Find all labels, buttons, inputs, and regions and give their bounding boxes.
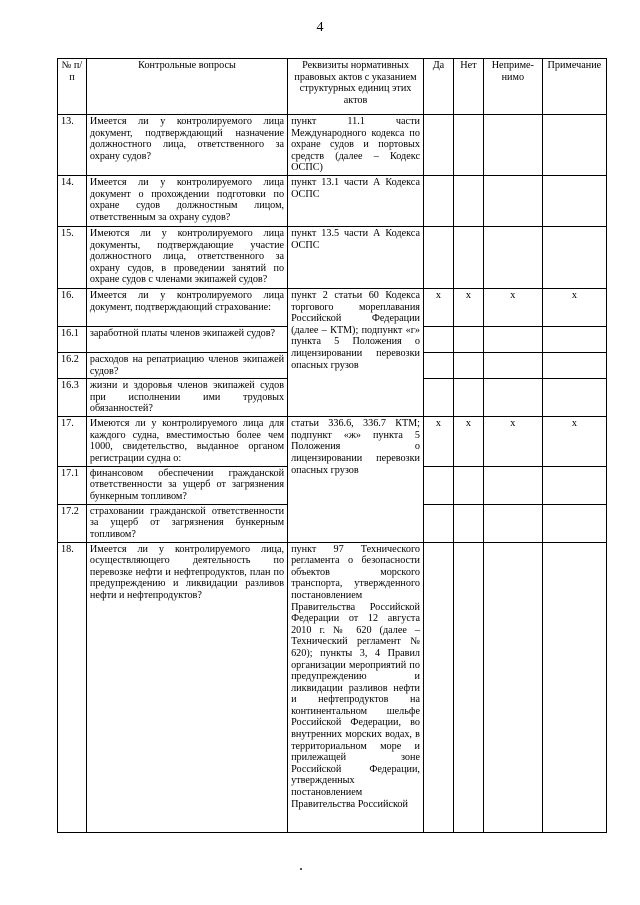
table-row: [58, 115, 607, 176]
answer-no-cell[interactable]: [453, 176, 483, 227]
answer-no-cell[interactable]: [453, 466, 483, 504]
row-number: 15.: [58, 227, 87, 289]
row-number: 17.: [58, 417, 87, 466]
answer-na-cell[interactable]: [483, 504, 542, 542]
answer-yes-cell[interactable]: [423, 176, 453, 227]
table-header-row: [58, 59, 607, 115]
answer-na-cell[interactable]: [483, 542, 542, 832]
answer-na-cell[interactable]: [483, 466, 542, 504]
row-question: Имеются ли у контролируемого лица для каждого судна, вместимостью более чем 1000, свидетельство, выданное органом регистрации судна о:: [86, 417, 287, 466]
row-question: расходов на репатриацию членов экипажей судов?: [86, 353, 287, 379]
row-question: жизни и здоровья членов экипажей судов при исполнении ими трудовых обязанностей?: [86, 379, 287, 417]
row-question: Имеется ли у контролируемого лица документ, подтверждающий страхование:: [86, 289, 287, 327]
row-number: 16.: [58, 289, 87, 327]
answer-yes-cell[interactable]: [423, 542, 453, 832]
note-cell: x: [542, 289, 606, 327]
row-question: заработной платы членов экипажей судов?: [86, 327, 287, 353]
note-cell: x: [542, 417, 606, 466]
row-number: 18.: [58, 542, 87, 832]
answer-na-cell[interactable]: [483, 353, 542, 379]
note-cell[interactable]: [542, 379, 606, 417]
answer-yes-cell[interactable]: [423, 466, 453, 504]
answer-yes-cell: x: [423, 289, 453, 327]
note-cell[interactable]: [542, 327, 606, 353]
row-number: 16.1: [58, 327, 87, 353]
header-question: Контрольные вопросы: [86, 59, 287, 115]
answer-yes-cell[interactable]: [423, 227, 453, 289]
row-reference: пункт 97 Технического регламента о безопасности объектов морского транспорта, утвержденного постановлением Правительства Российской Федерации от 12 августа 2010 г. № 620 (далее – Технический регламент № 620); пункты 3, 4 Правил организации мероприятий по предупреждению и ликвидации разливов нефти и нефтепродуктов на континентальном шельфе Российской Федерации, во внутренних морских водах, в территориальном море и прилежащей зоне Российской Федерации, утвержденных постановлением Правительства Российской: [288, 542, 424, 832]
row-question: страховании гражданской ответственности за ущерб от загрязнения бункерным топливом?: [86, 504, 287, 542]
row-question: Имеется ли у контролируемого лица документ о прохождении подготовки по охране судов должностным лицом, ответственным за охрану судов?: [86, 176, 287, 227]
note-cell[interactable]: [542, 227, 606, 289]
header-yes: Да: [423, 59, 453, 115]
row-question: Имеется ли у контролируемого лица документ, подтверждающий назначение должностного лица, ответственного за охрану судов?: [86, 115, 287, 176]
table-row: [58, 417, 607, 466]
row-reference: пункт 2 статьи 60 Кодекса торгового мореплавания Российской Федерации (далее – КТМ); подпункт «г» пункта 5 Положения о лицензировании перевозки опасных грузов: [288, 289, 424, 417]
scan-speck: [300, 868, 302, 870]
note-cell[interactable]: [542, 353, 606, 379]
answer-no-cell[interactable]: [453, 379, 483, 417]
answer-yes-cell[interactable]: [423, 504, 453, 542]
checklist-table: [57, 58, 607, 833]
row-question: финансовом обеспечении гражданской ответственности за ущерб от загрязнения бункерным топливом?: [86, 466, 287, 504]
table-row: [58, 227, 607, 289]
answer-na-cell[interactable]: [483, 176, 542, 227]
answer-no-cell[interactable]: [453, 115, 483, 176]
header-no: Нет: [453, 59, 483, 115]
answer-no-cell[interactable]: [453, 542, 483, 832]
header-number: № п/п: [58, 59, 87, 115]
row-reference: пункт 13.5 части А Кодекса ОСПС: [288, 227, 424, 289]
header-reference: Реквизиты нормативных правовых актов с указанием структурных единиц этих актов: [288, 59, 424, 115]
answer-no-cell[interactable]: [453, 227, 483, 289]
answer-na-cell[interactable]: [483, 327, 542, 353]
row-reference: статьи 336.6, 336.7 КТМ; подпункт «ж» пункта 5 Положения о лицензировании перевозки опасных грузов: [288, 417, 424, 542]
note-cell[interactable]: [542, 542, 606, 832]
note-cell[interactable]: [542, 176, 606, 227]
answer-na-cell: x: [483, 289, 542, 327]
row-number: 16.3: [58, 379, 87, 417]
table-row: [58, 289, 607, 327]
answer-na-cell[interactable]: [483, 227, 542, 289]
row-number: 16.2: [58, 353, 87, 379]
row-number: 14.: [58, 176, 87, 227]
answer-yes-cell[interactable]: [423, 115, 453, 176]
row-question: Имеется ли у контролируемого лица, осуществляющего деятельность по перевозке нефти и нефтепродуктов, план по предупреждению и ликвидации разливов нефти и нефтепродуктов?: [86, 542, 287, 832]
row-question: Имеются ли у контролируемого лица документы, подтверждающие участие должностного лица, ответственного за охрану судов, в проведении занятий по охране судов с членами экипажей судов?: [86, 227, 287, 289]
header-not-applicable: Неприме-нимо: [483, 59, 542, 115]
answer-no-cell[interactable]: [453, 353, 483, 379]
table-row: [58, 542, 607, 832]
answer-no-cell: x: [453, 289, 483, 327]
answer-yes-cell[interactable]: [423, 353, 453, 379]
answer-na-cell: x: [483, 417, 542, 466]
answer-na-cell[interactable]: [483, 379, 542, 417]
note-cell[interactable]: [542, 115, 606, 176]
row-number: 13.: [58, 115, 87, 176]
note-cell[interactable]: [542, 504, 606, 542]
answer-yes-cell: x: [423, 417, 453, 466]
answer-na-cell[interactable]: [483, 115, 542, 176]
header-note: Примечание: [542, 59, 606, 115]
answer-yes-cell[interactable]: [423, 327, 453, 353]
table-row: [58, 176, 607, 227]
answer-no-cell: x: [453, 417, 483, 466]
row-number: 17.1: [58, 466, 87, 504]
page-number: 4: [316, 20, 324, 35]
row-number: 17.2: [58, 504, 87, 542]
row-reference: пункт 13.1 части А Кодекса ОСПС: [288, 176, 424, 227]
answer-no-cell[interactable]: [453, 327, 483, 353]
note-cell[interactable]: [542, 466, 606, 504]
answer-yes-cell[interactable]: [423, 379, 453, 417]
row-reference: пункт 11.1 части Международного кодекса по охране судов и портовых средств (далее – Кодекс ОСПС): [288, 115, 424, 176]
answer-no-cell[interactable]: [453, 504, 483, 542]
